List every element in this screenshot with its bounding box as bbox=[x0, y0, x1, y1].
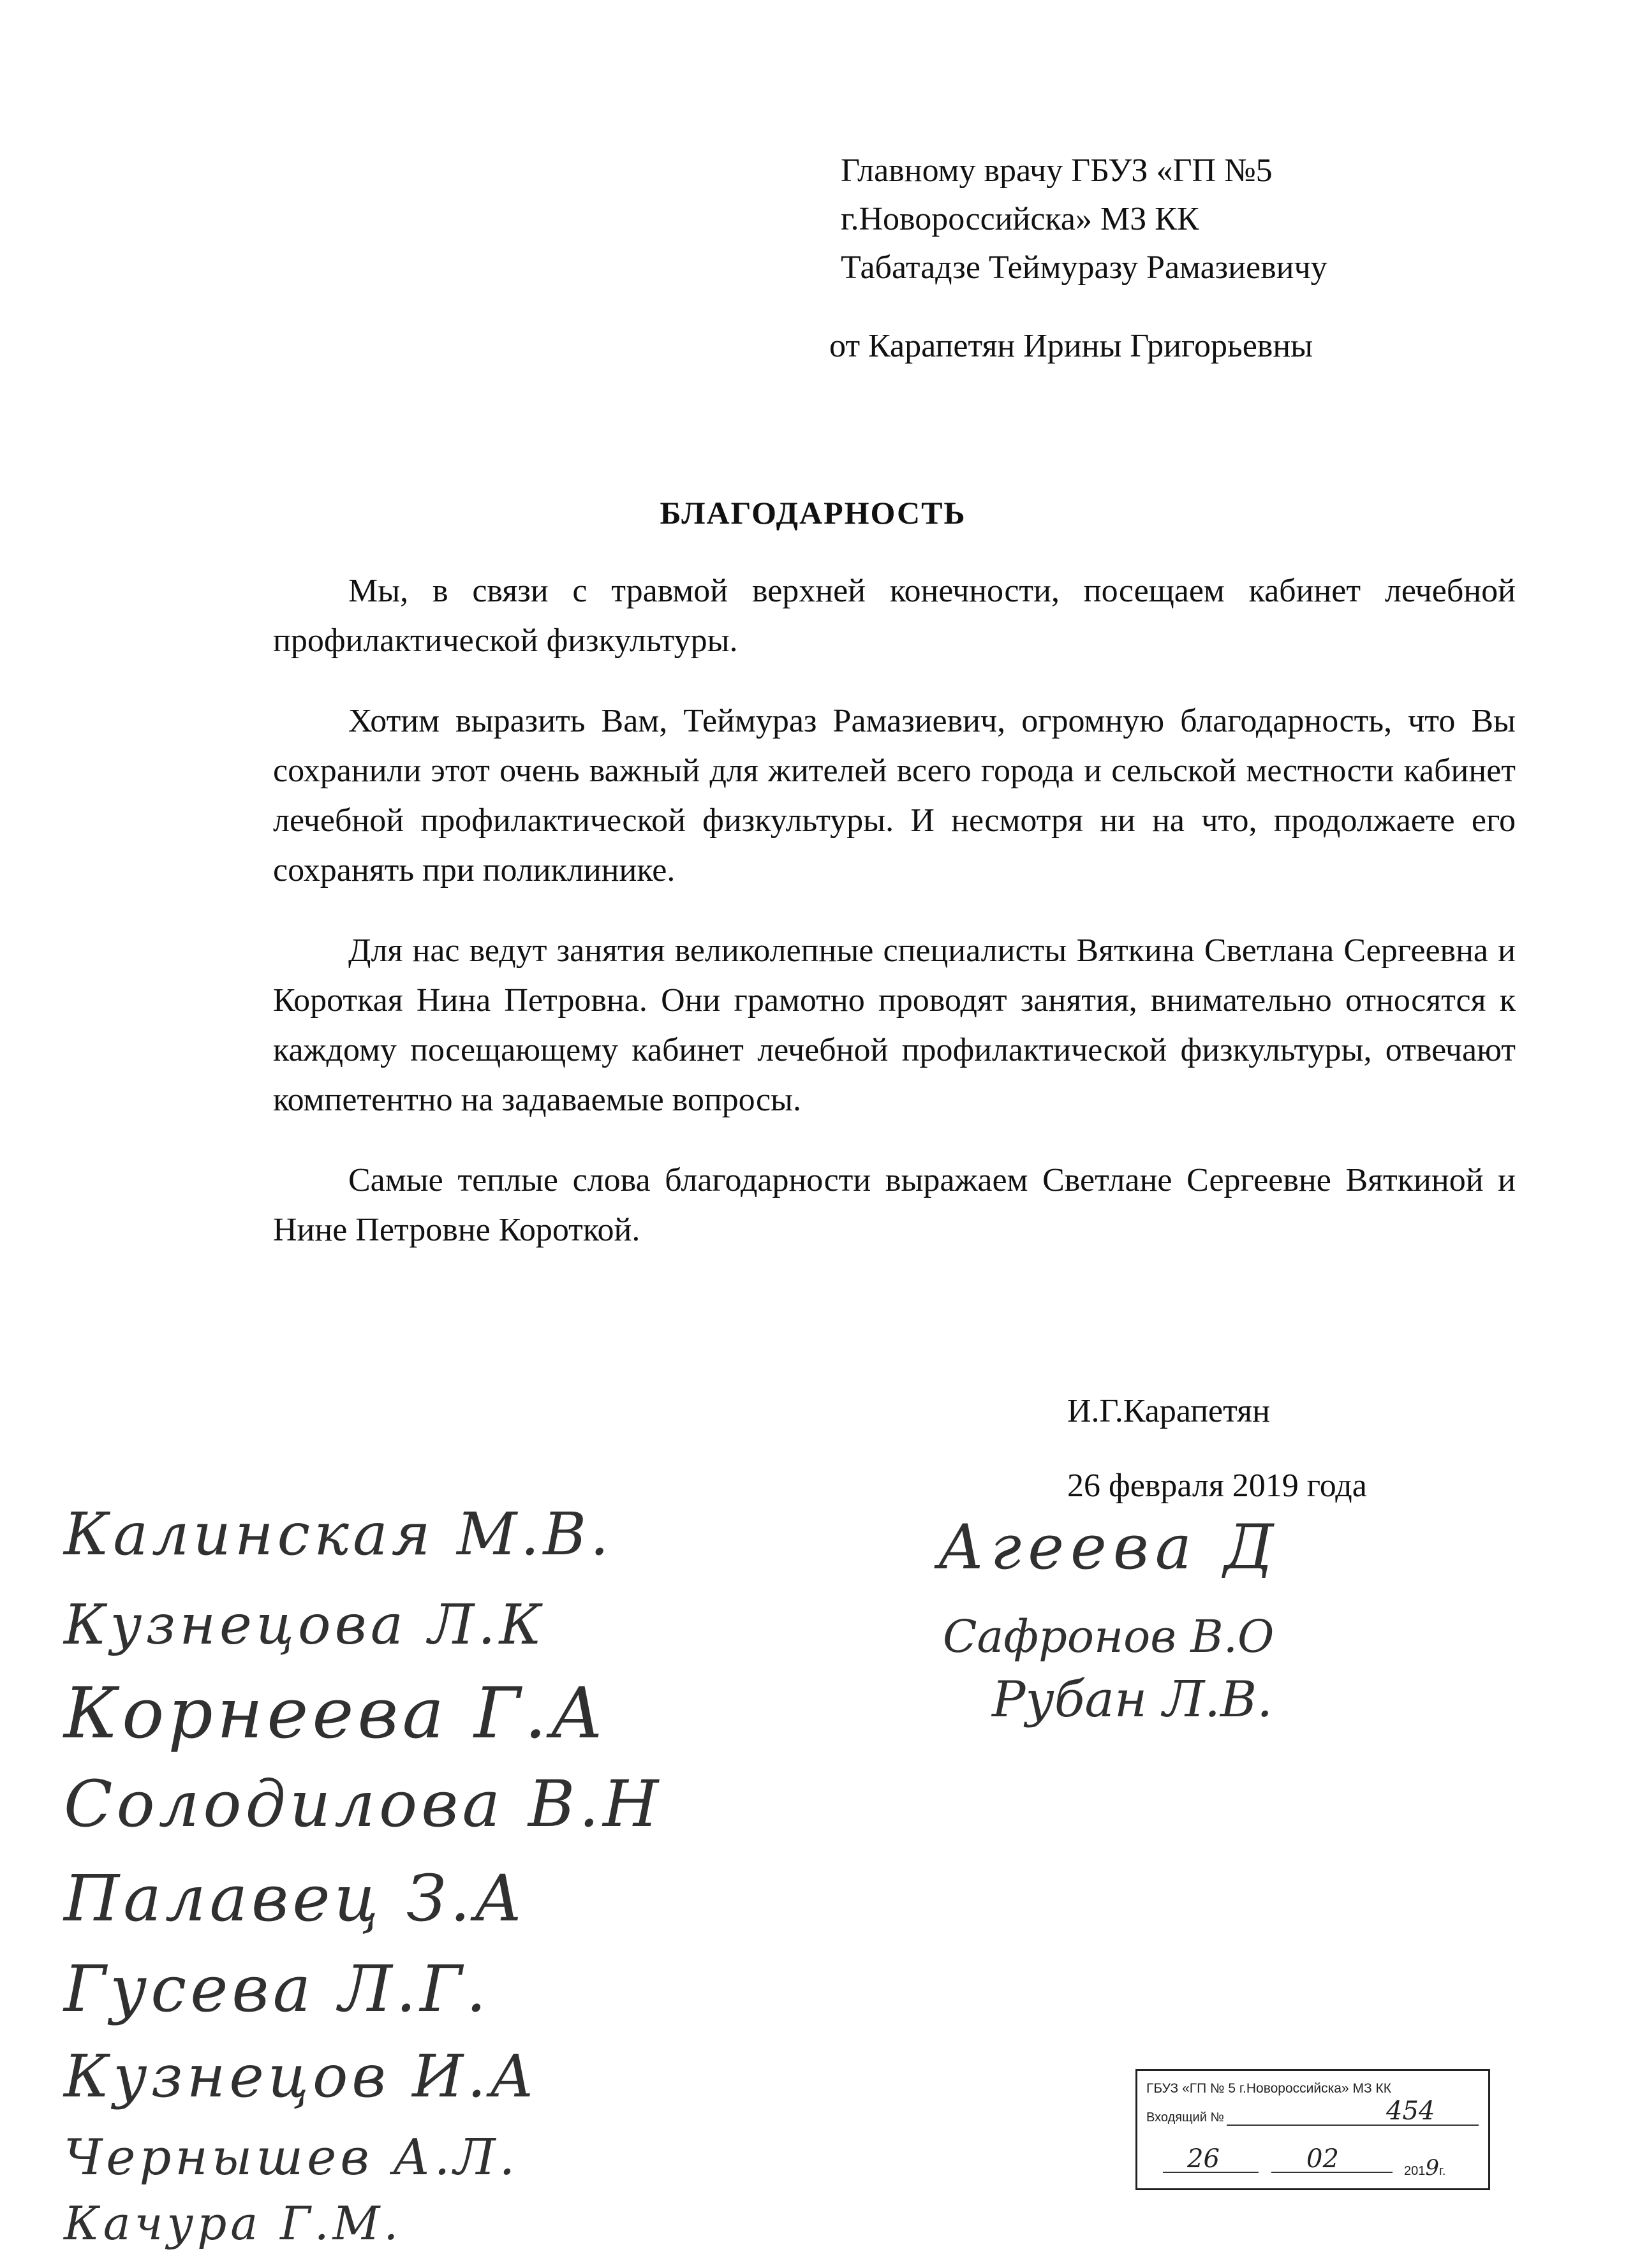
addressee-line-1: Главному врачу ГБУЗ «ГП №5 bbox=[841, 152, 1273, 189]
sender-line: от Карапетян Ирины Григорьевны bbox=[829, 328, 1313, 364]
stamp-year-prefix: 201 bbox=[1404, 2164, 1426, 2178]
handwritten-signature: Агеева Д bbox=[938, 1512, 1280, 1583]
paragraph-4: Самые теплые слова благодарности выражаем Светлане Сергеевне Вяткиной и Нине Петровне Короткой. bbox=[273, 1162, 1516, 1248]
stamp-year-suffix: 9 bbox=[1425, 2155, 1440, 2181]
handwritten-signature: Чернышев А.Л. bbox=[64, 2129, 519, 2186]
letter-body bbox=[273, 566, 1516, 1286]
stamp-day: 26 bbox=[1187, 2144, 1220, 2174]
addressee-line-3: Табатадзе Теймуразу Рамазиевичу bbox=[841, 249, 1327, 286]
stamp-incoming-number: 454 bbox=[1386, 2096, 1435, 2126]
stamp-year bbox=[1404, 2155, 1445, 2181]
stamp-month: 02 bbox=[1306, 2144, 1339, 2174]
handwritten-signature: Качура Г.М. bbox=[64, 2197, 403, 2250]
paragraph-3: Для нас ведут занятия великолепные специалисты Вяткина Светлана Сергеевна и Короткая Нина Петровна. Они грамотно проводят занятия, внимательно относятся к каждому посещающему кабинет лечебной профилактической физкультуры, отвечают компетентно на задаваемые вопросы. bbox=[273, 932, 1516, 1118]
signature-name: И.Г.Карапетян bbox=[1067, 1393, 1270, 1429]
stamp-year-end: г. bbox=[1439, 2164, 1446, 2178]
handwritten-signature: Сафронов В.О bbox=[943, 1610, 1275, 1663]
handwritten-signature: Палавец З.А bbox=[64, 1861, 526, 1936]
stamp-organization: ГБУЗ «ГП № 5 г.Новороссийска» МЗ КК bbox=[1146, 2081, 1391, 2096]
addressee-block bbox=[841, 147, 1327, 292]
registration-stamp bbox=[1135, 2069, 1490, 2190]
addressee-line-2: г.Новороссийска» МЗ КК bbox=[841, 201, 1199, 237]
handwritten-signature: Гусева Л.Г. bbox=[64, 1952, 491, 2026]
paragraph-2: Хотим выразить Вам, Теймураз Рамазиевич, огромную благодарность, что Вы сохранили этот очень важный для жителей всего города и сельской местности кабинет лечебной профилактической физкультуры. И несмотря ни на что, продолжаете его сохранять при поликлинике. bbox=[273, 703, 1516, 888]
stamp-incoming-label: Входящий № bbox=[1146, 2110, 1224, 2124]
handwritten-signature: Кузнецов И.А bbox=[64, 2042, 538, 2110]
stamp-number-line bbox=[1227, 2124, 1479, 2126]
paragraph-1: Мы, в связи с травмой верхней конечности, посещаем кабинет лечебной профилактической физкультуры. bbox=[273, 573, 1516, 659]
handwritten-signature: Калинская М.В. bbox=[64, 1500, 613, 1568]
handwritten-signature: Корнеева Г.А bbox=[64, 1672, 608, 1754]
handwritten-signature: Рубан Л.В. bbox=[992, 1671, 1273, 1728]
document-title: БЛАГОДАРНОСТЬ bbox=[660, 495, 966, 531]
handwritten-signature: Солодилова В.Н bbox=[64, 1767, 663, 1841]
signature-date: 26 февраля 2019 года bbox=[1067, 1468, 1367, 1504]
handwritten-signature: Кузнецова Л.К bbox=[64, 1593, 545, 1657]
